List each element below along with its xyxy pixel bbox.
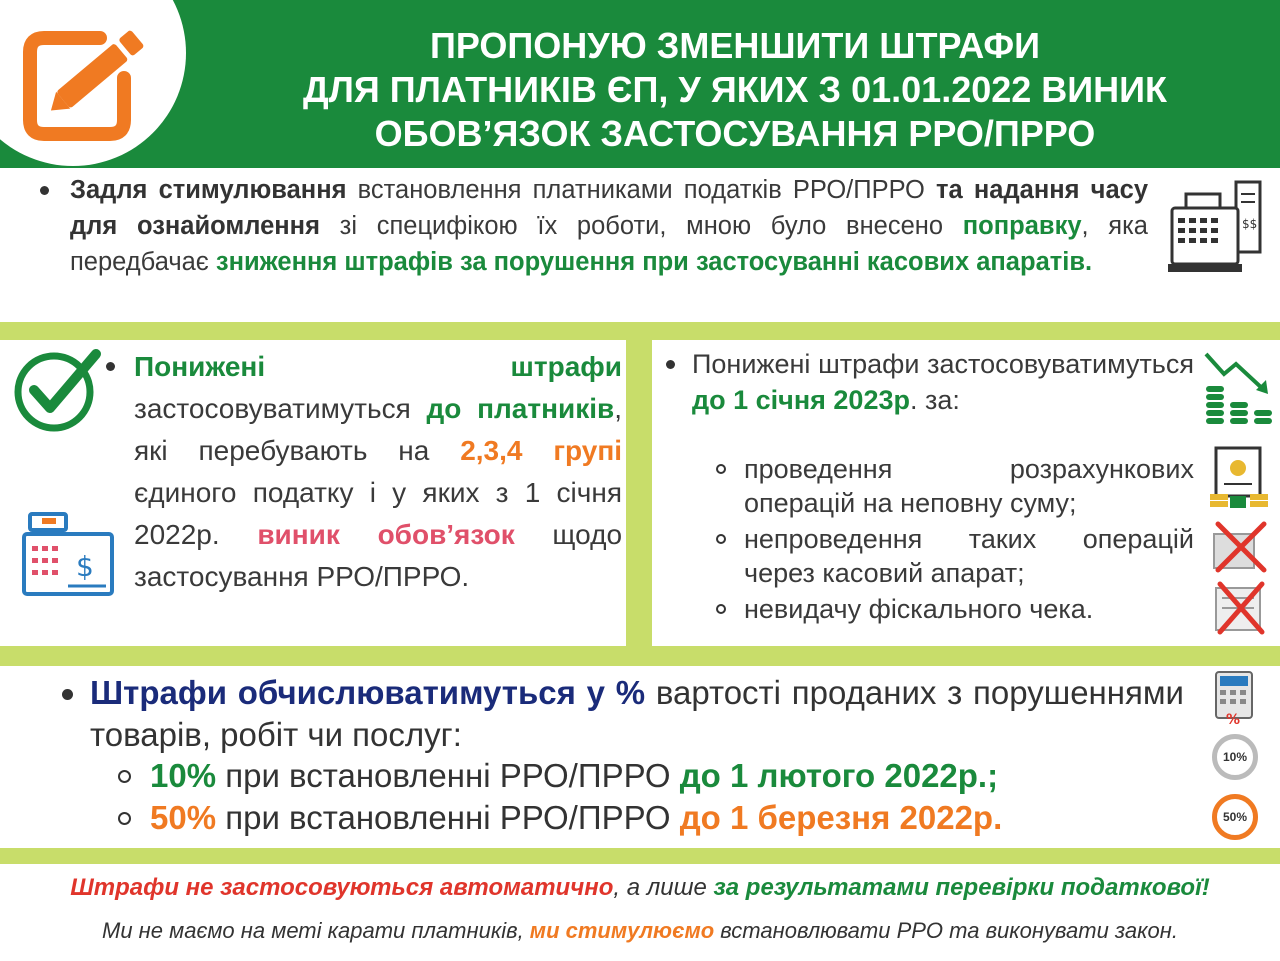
right-item-2: непроведення таких операцій через касовий апарат; <box>744 524 1194 588</box>
right-sub-bullet-3 <box>716 604 726 614</box>
percent-badge-10: 10% <box>1212 734 1258 780</box>
left-text-2: , які перебувають на <box>134 393 622 466</box>
bottom-text-1: вартості проданих з порушеннями товарів, робіт чи послуг: <box>90 674 1184 753</box>
left-green-2: до платників <box>426 393 615 424</box>
footer-orange-1: ми стимулюємо <box>529 918 715 943</box>
percent-badge-50: 50% <box>1212 794 1258 840</box>
left-text-1: застосовуватимуться <box>134 393 427 424</box>
right-text-1: Понижені штрафи застосовуватимуться <box>692 349 1194 379</box>
receipt-icon <box>1206 444 1276 510</box>
header-banner <box>0 0 1280 168</box>
svg-text:$: $ <box>76 550 94 583</box>
page-title <box>240 24 1230 156</box>
footer-text-1: , а лише <box>613 874 714 901</box>
left-bullet <box>106 362 115 371</box>
lower-band <box>0 848 1280 864</box>
bottom-item-1-pct: 10% <box>150 757 217 794</box>
bottom-item-1 <box>150 755 998 797</box>
intro-text-2: зі специфікою їх роботи, мною було внесено <box>319 212 963 240</box>
bottom-bullet <box>62 689 73 700</box>
right-bullet <box>666 360 675 369</box>
bottom-item-2-date: до 1 березня 2022р. <box>679 799 1003 836</box>
bottom-item-1-date: до 1 лютого 2022р.; <box>679 757 999 794</box>
intro-text-3: , яка передбачає <box>70 212 1148 276</box>
cancel-receipt-icon <box>1206 580 1276 636</box>
cash-register-small-icon <box>20 508 120 598</box>
left-pink-1: виник обов’язок <box>257 519 515 550</box>
intro-text-1: встановлення платниками податків РРО/ПРРО <box>346 176 937 204</box>
cash-register-icon <box>1166 178 1266 278</box>
right-item-3: невидачу фіскального чека. <box>744 594 1094 624</box>
footer-line-2 <box>0 918 1280 944</box>
bottom-item-1-text: при встановленні РРО/ПРРО <box>216 757 680 794</box>
svg-text:%: % <box>1226 712 1241 726</box>
bottom-item-2-text: при встановленні РРО/ПРРО <box>216 799 680 836</box>
intro-green-2: зниження штрафів за порушення при застосуванні касових апаратів. <box>215 248 1093 276</box>
title-line-2: ДЛЯ ПЛАТНИКІВ ЄП, У ЯКИХ З 01.01.2022 ВИНИК <box>302 69 1168 110</box>
right-sub-bullet-1 <box>716 464 726 474</box>
left-green-1: Понижені штрафи <box>134 351 622 382</box>
right-green-1: до 1 січня 2023р <box>692 385 910 415</box>
intro-bold-1: Задля стимулювання <box>70 176 347 204</box>
left-orange-1: 2,3,4 групі <box>460 435 623 466</box>
bottom-navy-1: Штрафи обчислюватимуться у % <box>90 674 646 711</box>
right-sub-bullet-2 <box>716 534 726 544</box>
check-icon <box>12 346 102 436</box>
intro-bold-2: та надання часу для ознайомлення <box>70 176 1149 240</box>
right-paragraph <box>692 346 1194 418</box>
svg-text:$$: $$ <box>1242 217 1258 231</box>
bottom-item-2-pct: 50% <box>150 799 217 836</box>
footer-line-1 <box>0 874 1280 902</box>
title-line-1: ПРОПОНУЮ ЗМЕНШИТИ ШТРАФИ <box>430 25 1040 66</box>
bottom-sub-bullet-1 <box>118 770 131 783</box>
title-line-3: ОБОВ’ЯЗОК ЗАСТОСУВАННЯ РРО/ПРРО <box>374 113 1096 154</box>
bottom-item-2 <box>150 797 1002 839</box>
coins-decline-icon <box>1202 350 1278 430</box>
footer-green-1: за результатами перевірки податкової! <box>713 874 1210 901</box>
intro-green-1: поправку <box>962 212 1082 240</box>
intro-bullet <box>40 186 49 195</box>
edit-icon <box>14 14 154 144</box>
calculator-icon <box>1210 668 1266 726</box>
bottom-sub-bullet-2 <box>118 812 131 825</box>
right-item-1: проведення розрахункових операцій на неповну суму; <box>744 454 1194 518</box>
left-text-3: єдиного податку і у яких з 1 січня 2022р. <box>134 477 622 550</box>
bottom-paragraph <box>90 672 1184 756</box>
footer-text-3: встановлювати РРО та виконувати закон. <box>714 918 1178 943</box>
cancel-icon <box>1206 516 1276 576</box>
right-text-2: . за: <box>909 385 960 415</box>
footer-text-2: Ми не маємо на меті карати платників, <box>102 918 530 943</box>
left-text-4: щодо застосування РРО/ПРРО. <box>134 519 623 592</box>
footer-red-1: Штрафи не застосовуються автоматично <box>70 874 614 901</box>
left-paragraph <box>134 346 622 598</box>
intro-paragraph <box>70 172 1148 280</box>
